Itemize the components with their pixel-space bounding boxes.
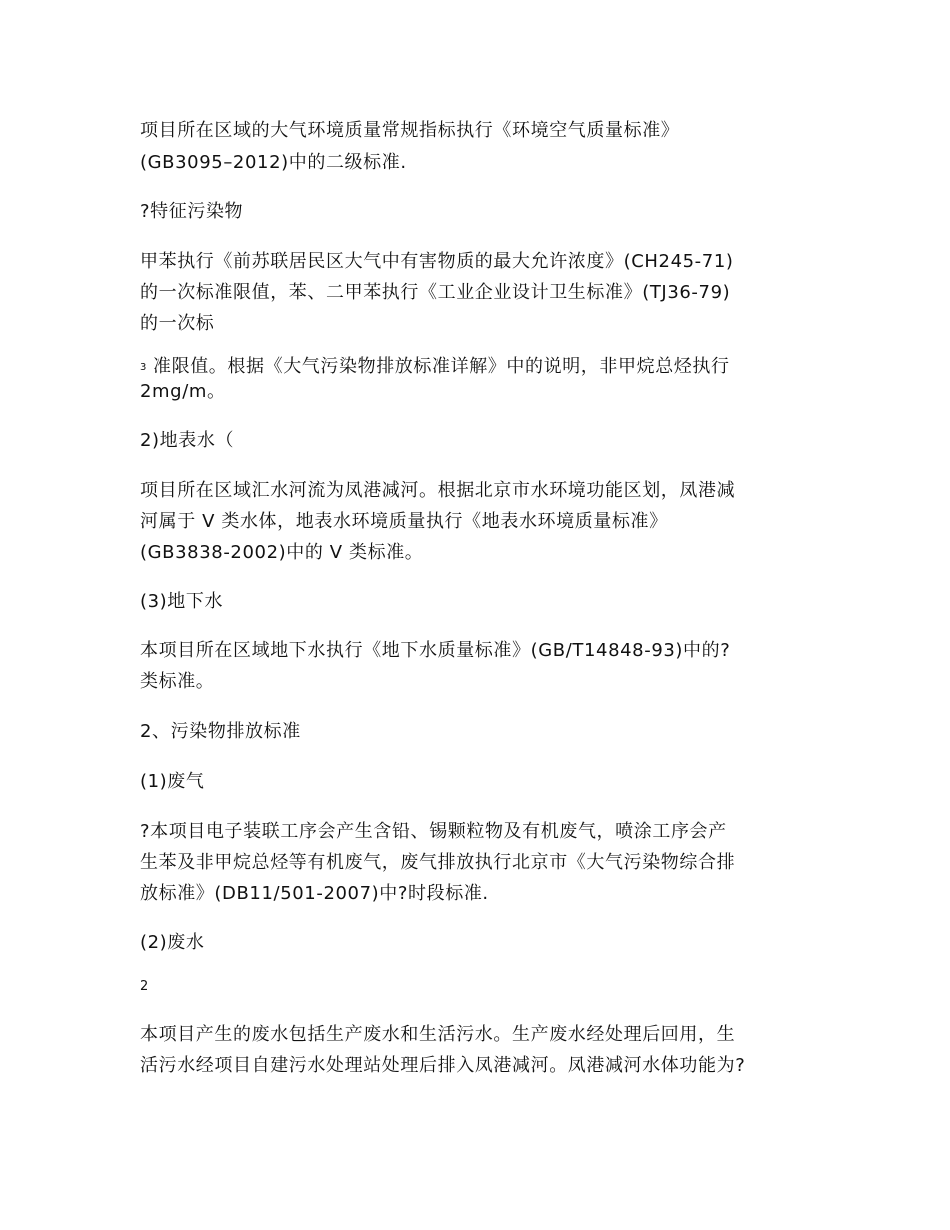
text-line: 本项目所在区域地下水执行《地下水质量标准》(GB/T14848-93)中的?	[140, 640, 731, 661]
section-heading: ?特征污染物	[140, 201, 244, 222]
text-line: 活污水经项目自建污水处理站处理后排入凤港减河。凤港减河水体功能为?	[140, 1055, 746, 1076]
text-line: 生苯及非甲烷总烃等有机废气，废气排放执行北京市《大气污染物综合排	[140, 852, 736, 873]
text-line: 2mg/m。	[140, 381, 226, 402]
text-line: 项目所在区域汇水河流为凤港减河。根据北京市水环境功能区划，凤港减	[140, 480, 736, 501]
page-number: 2	[140, 979, 149, 994]
text-line: 项目所在区域的大气环境质量常规指标执行《环境空气质量标准》	[140, 120, 680, 141]
text-line: 的一次标	[140, 313, 215, 334]
section-heading: (2)废水	[140, 932, 205, 953]
text-line: (GB3095–2012)中的二级标准.	[140, 152, 407, 173]
text-line: 河属于 V 类水体，地表水环境质量执行《地表水环境质量标准》	[140, 511, 668, 532]
section-heading: 2)地表水（	[140, 430, 235, 451]
text-line: 甲苯执行《前苏联居民区大气中有害物质的最大允许浓度》(CH245-71)	[140, 251, 734, 272]
text-line: 本项目产生的废水包括生产废水和生活污水。生产废水经处理后回用，生	[140, 1024, 736, 1045]
section-heading: 2、污染物排放标准	[140, 721, 301, 742]
text-line: ?本项目电子装联工序会产生含铅、锡颗粒物及有机废气，喷涂工序会产	[140, 821, 727, 842]
text-line: 准限值。根据《大气污染物排放标准详解》中的说明，非甲烷总烃执行	[153, 356, 730, 377]
text-line: 放标准》(DB11/501-2007)中?时段标准.	[140, 883, 489, 904]
text-line: 的一次标准限值，苯、二甲苯执行《工业企业设计卫生标准》(TJ36-79)	[140, 282, 731, 303]
superscript-mark: 3	[140, 362, 147, 373]
text-line: 类标准。	[140, 671, 215, 692]
section-heading: (3)地下水	[140, 591, 224, 612]
section-heading: (1)废气	[140, 771, 205, 792]
text-line: (GB3838-2002)中的 V 类标准。	[140, 542, 424, 563]
